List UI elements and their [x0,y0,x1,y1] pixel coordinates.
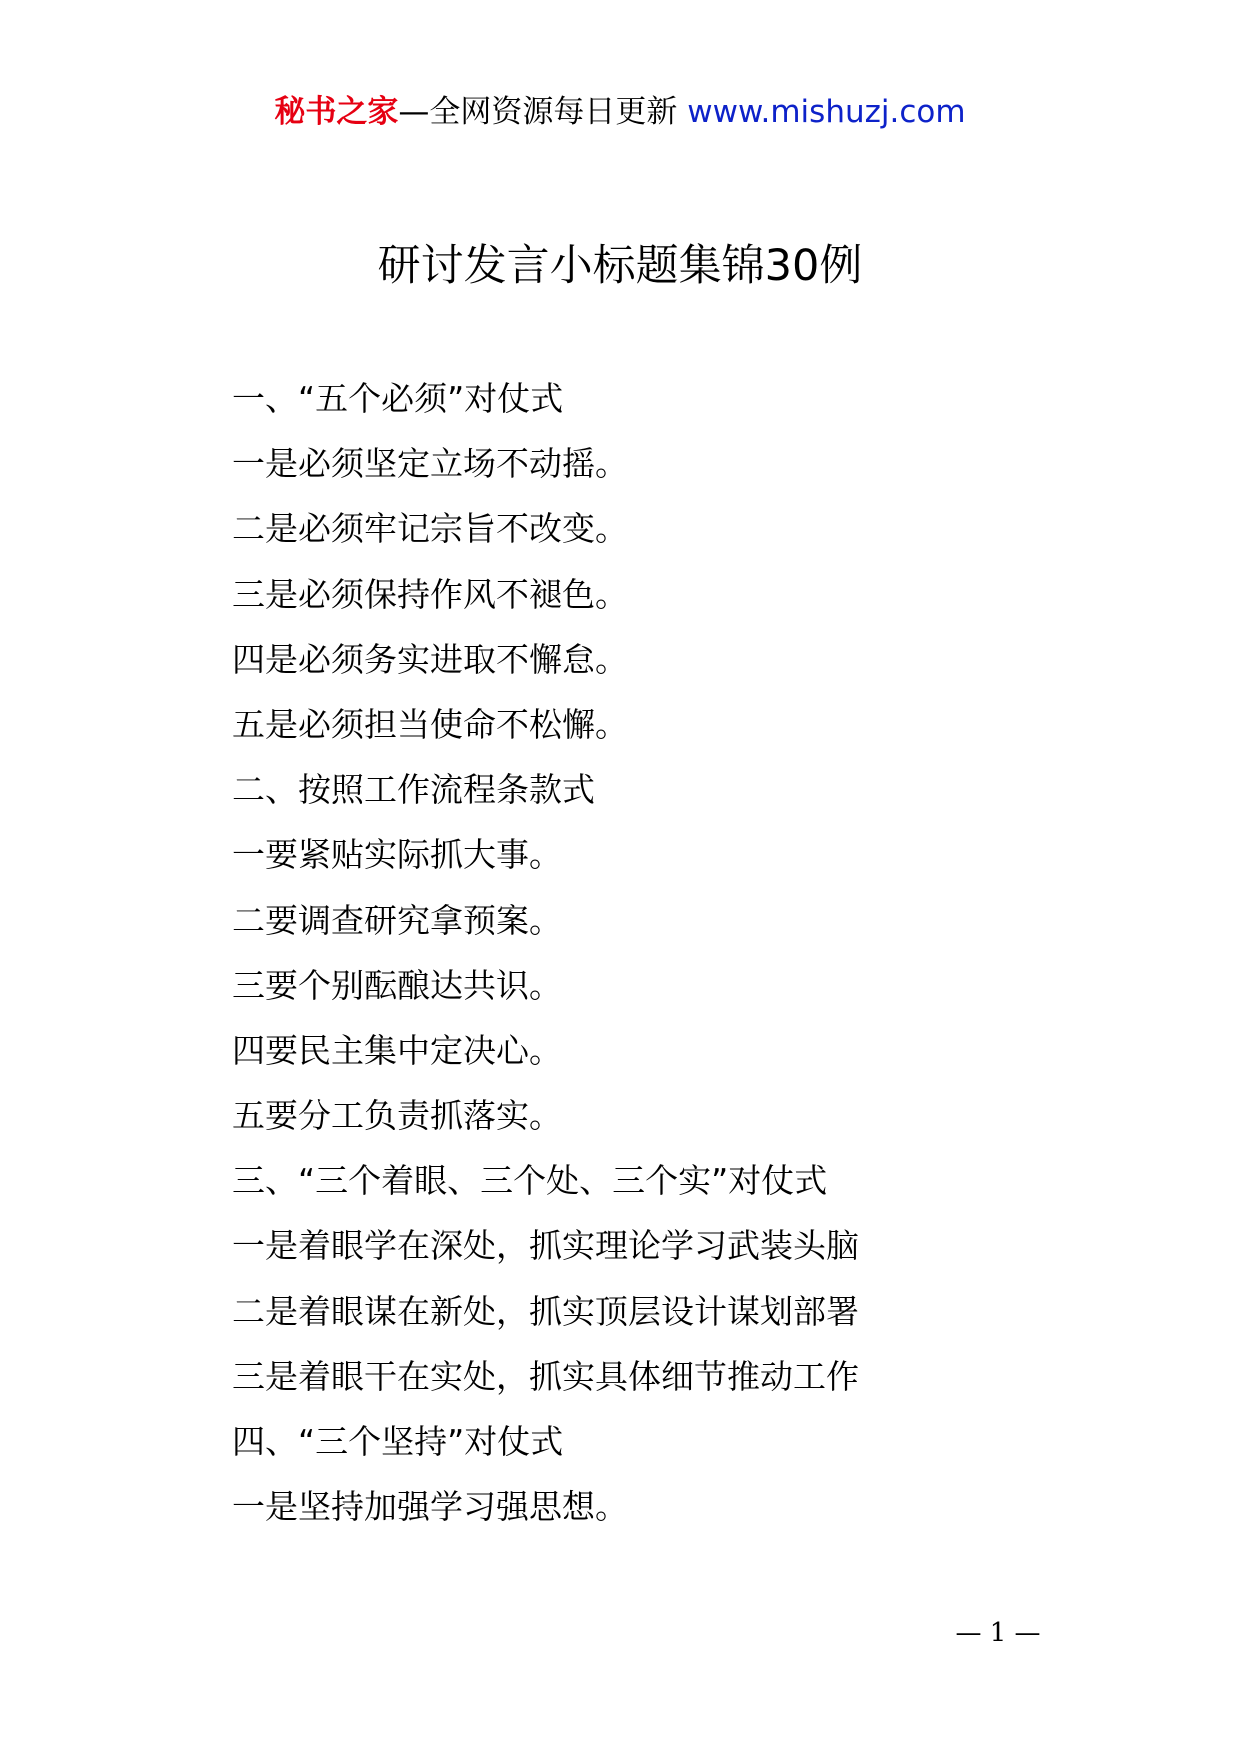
section-heading: 二、按照工作流程条款式 [232,770,595,810]
body-line: 一是必须坚定立场不动摇。 [232,444,628,484]
body-line: 四是必须务实进取不懈怠。 [232,639,628,679]
section-heading: 四、“三个坚持”对仗式 [232,1422,564,1461]
body-line: 三是着眼干在实处，抓实具体细节推动工作 [232,1356,859,1396]
page-number: — 1 — [955,1618,1041,1648]
body-line: 一要紧贴实际抓大事。 [232,835,562,875]
site-brand: 秘书之家 [274,94,399,130]
body-line: 五是必须担当使命不松懈。 [232,704,628,744]
body-line: 三是必须保持作风不褪色。 [232,574,628,614]
body-line: 一是着眼学在深处，抓实理论学习武装头脑 [232,1226,859,1266]
body-line: 二要调查研究拿预案。 [232,900,562,940]
site-tagline: —全网资源每日更新 [398,94,688,130]
body-line: 二是着眼谋在新处，抓实顶层设计谋划部署 [232,1291,859,1331]
body-line: 五要分工负责抓落实。 [232,1096,562,1136]
body-line: 四要民主集中定决心。 [232,1030,562,1070]
site-url-link[interactable]: www.mishuzj.com [687,94,966,130]
body-line: 三要个别酝酿达共识。 [232,965,562,1005]
document-title: 研讨发言小标题集锦30例 [377,241,863,291]
body-line: 一是坚持加强学习强思想。 [232,1487,628,1527]
site-header [0,92,1240,132]
section-heading: 一、“五个必须”对仗式 [232,379,564,418]
document-body [232,366,1032,1539]
body-line: 二是必须牢记宗旨不改变。 [232,509,628,549]
section-heading: 三、“三个着眼、三个处、三个实”对仗式 [232,1161,828,1201]
